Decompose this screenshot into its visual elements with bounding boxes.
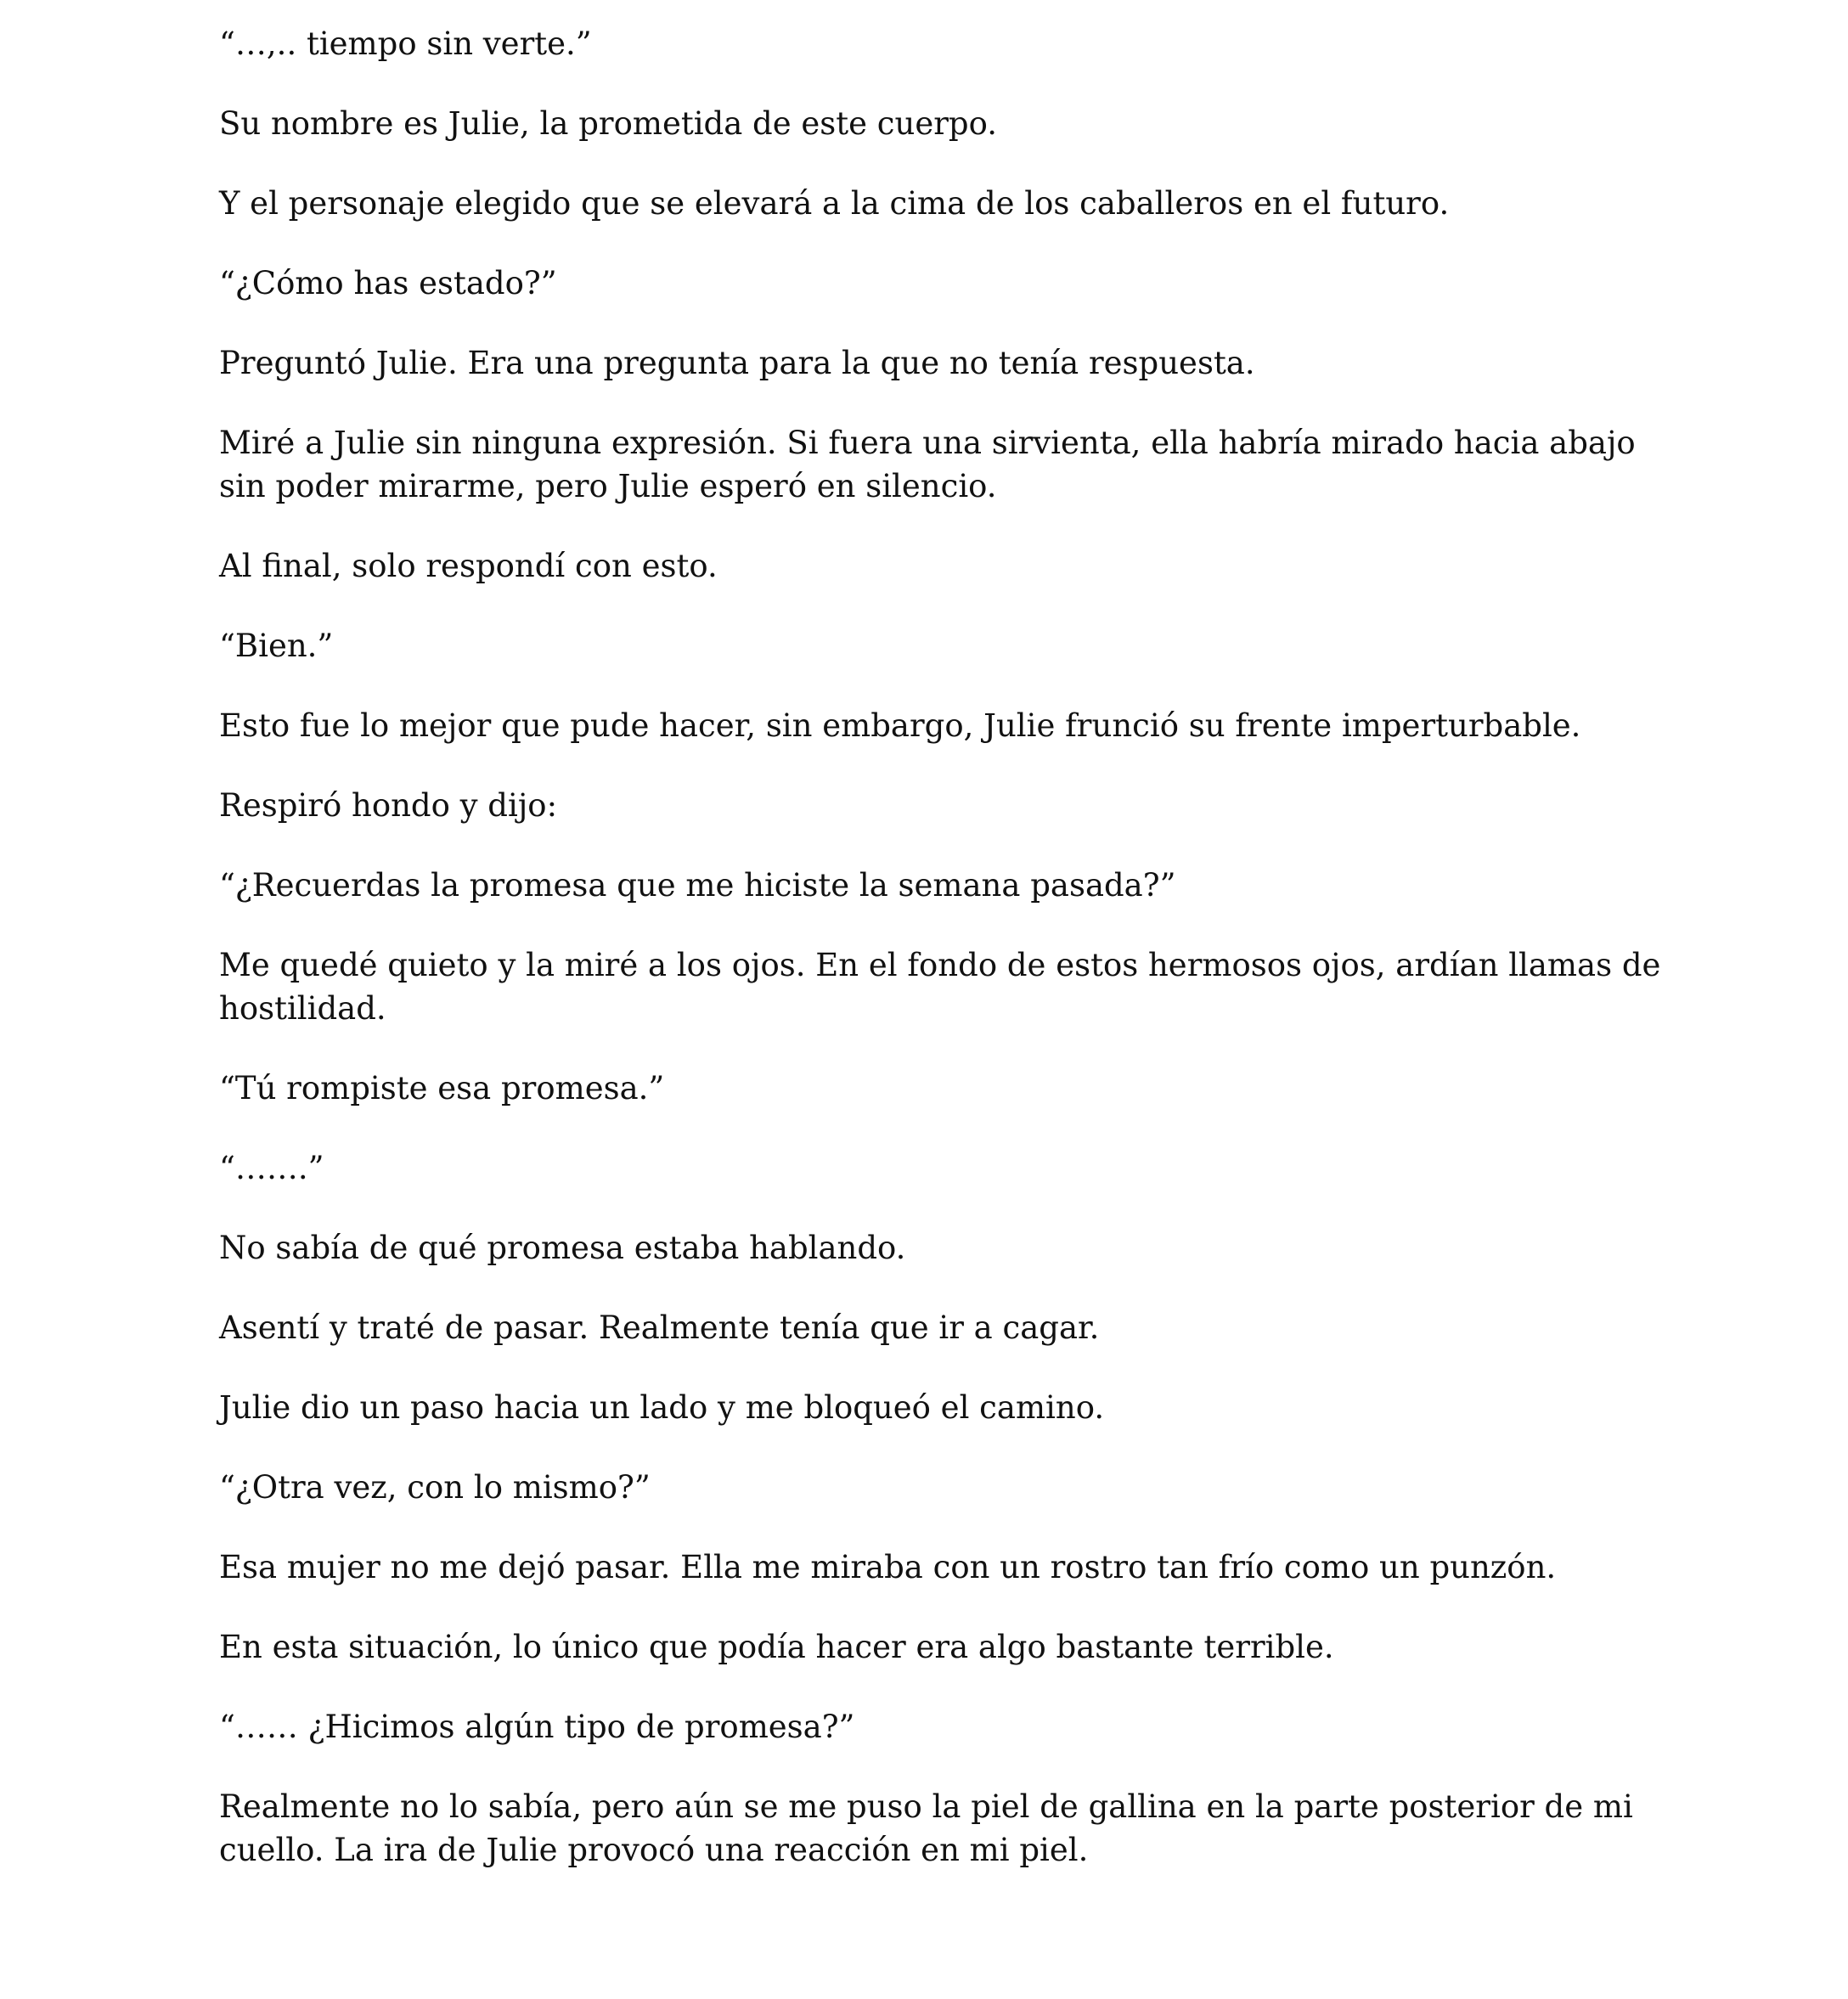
paragraph-3: Y el personaje elegido que se elevará a la cima de los caballeros en el futuro. — [219, 185, 1450, 222]
text-column — [219, 22, 1663, 1908]
paragraph-12: Me quedé quieto y la miré a los ojos. En el fondo de estos hermosos ojos, ardían llamas de hostilidad. — [219, 947, 1661, 1027]
paragraph-20: En esta situación, lo único que podía hacer era algo bastante terrible. — [219, 1629, 1334, 1665]
paragraph-21: “…… ¿Hicimos algún tipo de promesa?” — [219, 1709, 855, 1745]
paragraph-14: “…….” — [219, 1150, 324, 1186]
paragraph-1: “…,.. tiempo sin verte.” — [219, 25, 592, 62]
paragraph-10: Respiró hondo y dijo: — [219, 787, 558, 824]
paragraph-19: Esa mujer no me dejó pasar. Ella me miraba con un rostro tan frío como un punzón. — [219, 1549, 1557, 1585]
paragraph-8: “Bien.” — [219, 628, 334, 664]
paragraph-11: “¿Recuerdas la promesa que me hiciste la semana pasada?” — [219, 867, 1176, 904]
paragraph-2: Su nombre es Julie, la prometida de este cuerpo. — [219, 105, 998, 142]
paragraph-6: Miré a Julie sin ninguna expresión. Si fuera una sirvienta, ella habría mirado hacia abajo sin poder mirarme, pero Julie esperó en silencio. — [219, 425, 1636, 504]
paragraph-17: Julie dio un paso hacia un lado y me bloqueó el camino. — [219, 1389, 1105, 1426]
paragraph-15: No sabía de qué promesa estaba hablando. — [219, 1230, 906, 1266]
paragraph-22: Realmente no lo sabía, pero aún se me puso la piel de gallina en la parte posterior de mi cuello. La ira de Julie provocó una reacción en mi piel. — [219, 1788, 1633, 1868]
paragraph-16: Asentí y traté de pasar. Realmente tenía que ir a cagar. — [219, 1309, 1100, 1346]
paragraph-13: “Tú rompiste esa promesa.” — [219, 1070, 665, 1106]
paragraph-5: Preguntó Julie. Era una pregunta para la que no tenía respuesta. — [219, 345, 1255, 381]
paragraph-9: Esto fue lo mejor que pude hacer, sin embargo, Julie frunció su frente imperturbable. — [219, 707, 1581, 744]
paragraph-4: “¿Cómo has estado?” — [219, 265, 557, 301]
paragraph-18: “¿Otra vez, con lo mismo?” — [219, 1469, 651, 1506]
paragraph-7: Al final, solo respondí con esto. — [219, 548, 718, 584]
